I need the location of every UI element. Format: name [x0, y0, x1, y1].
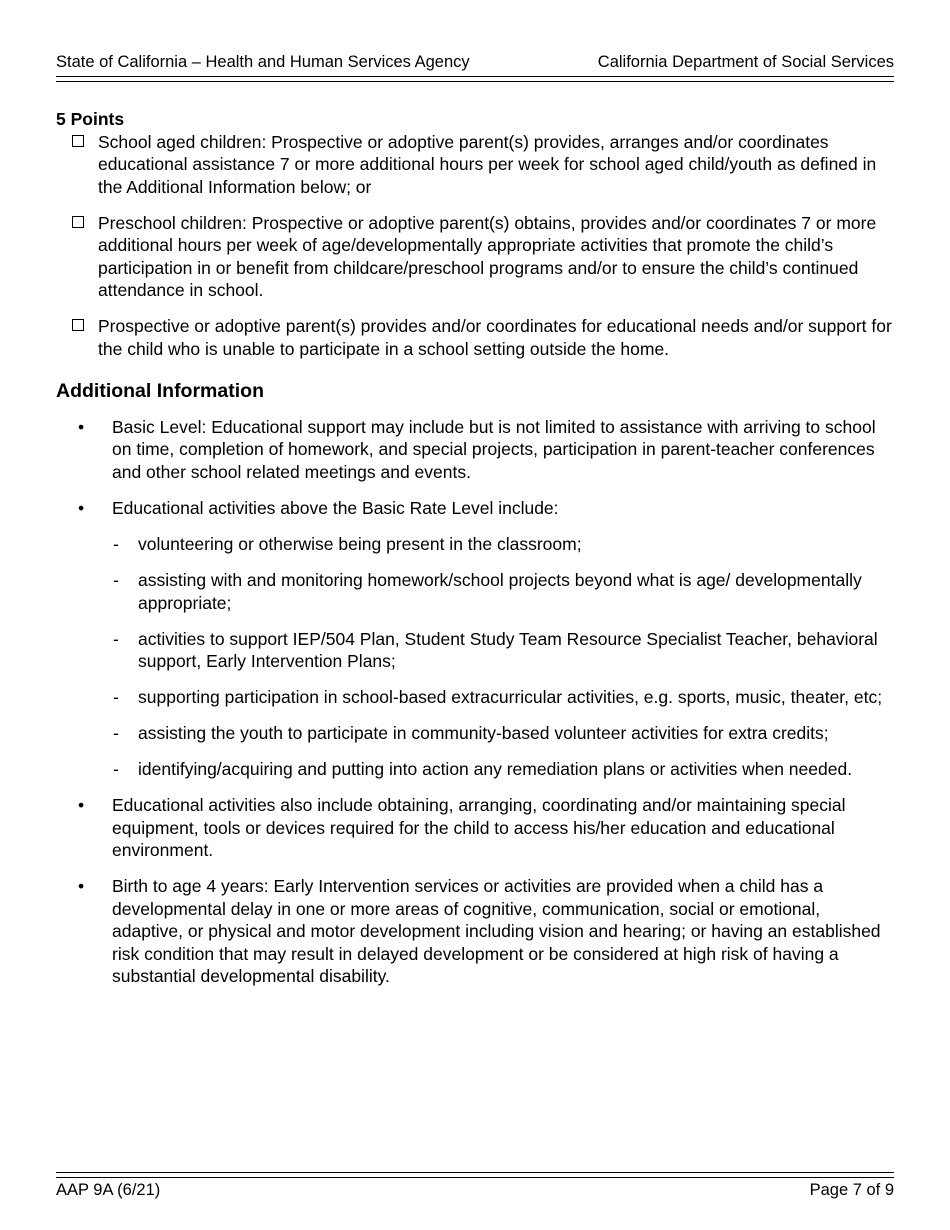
bullet-text: Basic Level: Educational support may include but is not limited to assistance with arriving to school on time, completion of homework, and special projects, participation in parent-teacher conferences and other school related meetings and events. — [112, 416, 876, 482]
dash-icon: - — [113, 628, 119, 649]
header-divider — [56, 76, 894, 82]
bullet-icon: • — [78, 497, 85, 518]
checkbox[interactable] — [72, 216, 84, 228]
checkbox-label: School aged children: Prospective or adoptive parent(s) provides, arranges and/or coordinates educational assistance 7 or more additional hours per week for school aged child/youth as defined in the Additional Information below; or — [98, 131, 877, 197]
dash-icon: - — [113, 570, 119, 590]
bullet-text: Educational activities also include obtaining, arranging, coordinating and/or maintaining special equipment, tools or devices required for the child to access his/her education and educational environment. — [112, 795, 846, 860]
dash-icon: - — [113, 759, 119, 779]
checkbox-item-school-aged — [56, 131, 896, 199]
sub-list-text: supporting participation in school-based extracurricular activities, e.g. sports, music, theater, etc; — [138, 687, 883, 707]
checkbox[interactable] — [72, 319, 84, 331]
sub-list-item — [112, 533, 896, 556]
sub-list-item — [112, 722, 896, 745]
bullet-item-special-equipment — [56, 794, 896, 862]
bullet-text: Birth to age 4 years: Early Intervention services or activities are provided when a child has a developmental delay in one or more areas of cognitive, communication, social or emotional, adaptive, or physical and motor development including vision and hearing; or having an established risk condition that may result in delayed development or be considered at high risk of having a substantial developmental disability. — [112, 876, 881, 986]
dash-icon: - — [113, 723, 119, 743]
header-department: California Department of Social Services — [597, 53, 894, 71]
footer-divider — [56, 1172, 894, 1178]
sub-list — [112, 533, 896, 781]
sub-list-item — [112, 686, 896, 709]
sub-list-text: assisting the youth to participate in community-based volunteer activities for extra credits; — [138, 723, 829, 743]
checkbox[interactable] — [72, 135, 84, 147]
checkbox-label: Preschool children: Prospective or adoptive parent(s) obtains, provides and/or coordinates 7 or more additional hours per week of age/developmentally appropriate activities that promote the child’s participation in or benefit from childcare/preschool programs and/or to ensure the child’s continued attendance in school. — [98, 212, 877, 300]
checkbox-label: Prospective or adoptive parent(s) provides and/or coordinates for educational needs and/or support for the child who is unable to participate in a school setting outside the home. — [98, 316, 892, 359]
sub-list-item — [112, 758, 896, 781]
checkbox-item-preschool — [56, 212, 896, 302]
dash-icon: - — [113, 687, 119, 707]
bullet-item-above-basic — [56, 497, 896, 781]
bullet-text: Educational activities above the Basic Rate Level include: — [112, 497, 559, 518]
bullet-item-early-intervention — [56, 875, 896, 988]
bullet-item-basic-level — [56, 416, 896, 484]
sub-list-text: assisting with and monitoring homework/school projects beyond what is age/ developmentally appropriate; — [138, 570, 862, 613]
sub-list-text: identifying/acquiring and putting into action any remediation plans or activities when needed. — [138, 759, 853, 779]
page-content — [56, 108, 896, 1001]
page-footer — [56, 1180, 894, 1200]
dash-icon: - — [113, 534, 119, 554]
sub-list-text: activities to support IEP/504 Plan, Student Study Team Resource Specialist Teacher, behavioral support, Early Intervention Plans; — [138, 628, 878, 671]
sub-list-item — [112, 628, 896, 673]
sub-list-text: volunteering or otherwise being present in the classroom; — [138, 534, 582, 554]
additional-information-heading: Additional Information — [56, 380, 264, 402]
bullet-icon: • — [78, 416, 85, 437]
header-agency: State of California – Health and Human Services Agency — [56, 53, 470, 71]
sub-list-item — [112, 569, 896, 614]
form-number: AAP 9A (6/21) — [56, 1181, 161, 1199]
page-number: Page 7 of 9 — [809, 1181, 894, 1199]
checkbox-item-home-educational-needs — [56, 315, 896, 360]
bullet-icon: • — [78, 795, 85, 815]
bullet-icon: • — [78, 876, 85, 896]
points-heading: 5 Points — [56, 109, 125, 129]
page-header — [56, 52, 894, 72]
